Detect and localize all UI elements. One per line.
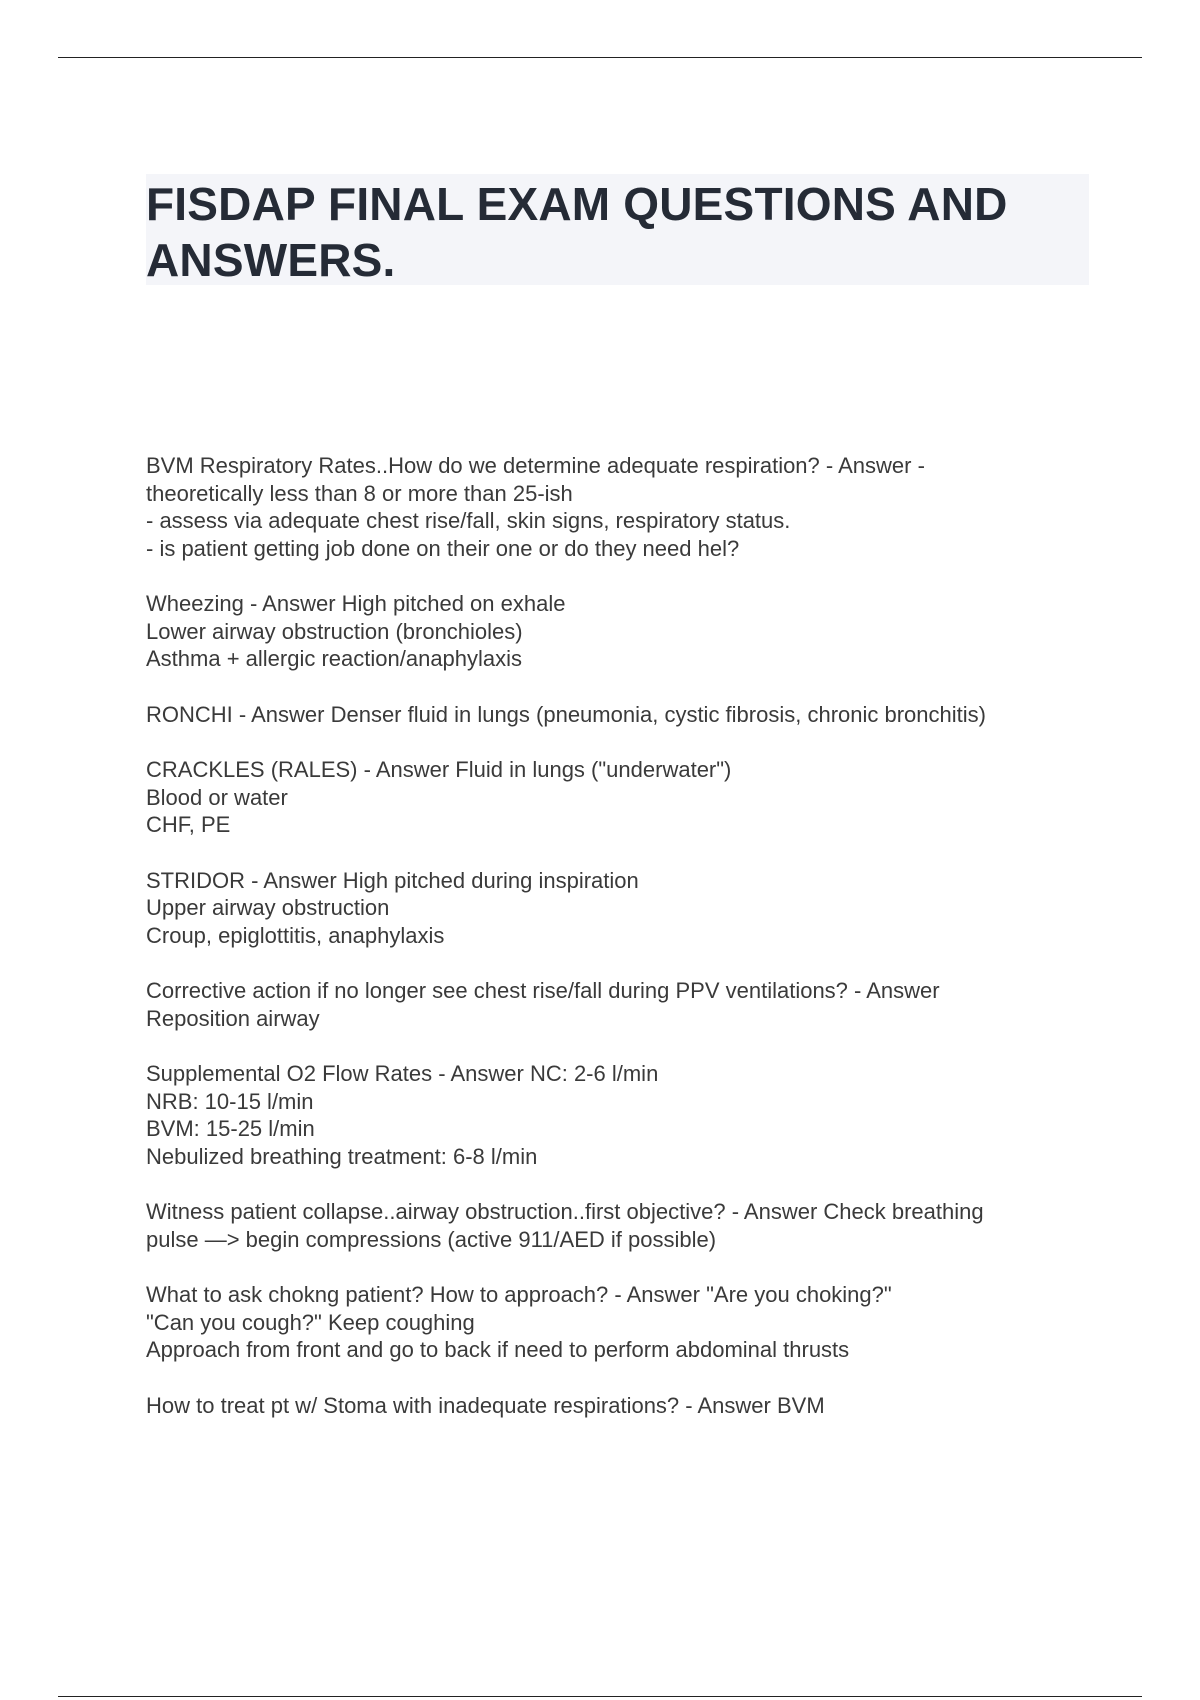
qa-line: Reposition airway xyxy=(146,1005,320,1031)
qa-line: Wheezing - Answer High pitched on exhale xyxy=(146,591,566,616)
qa-line: Approach from front and go to back if need to perform abdominal thrusts xyxy=(146,1337,850,1362)
qa-line: - is patient getting job done on their one or do they need hel? xyxy=(146,535,740,561)
qa-line: "Can you cough?" Keep coughing xyxy=(146,1309,475,1335)
title-banner xyxy=(146,174,1089,285)
qa-list xyxy=(146,452,1106,1447)
qa-line: pulse —> begin compressions (active 911/AED if possible) xyxy=(146,1226,717,1252)
qa-item xyxy=(146,977,1106,1032)
qa-line: RONCHI - Answer Denser fluid in lungs (pneumonia, cystic fibrosis, chronic bronchitis) xyxy=(146,701,986,727)
qa-line: How to treat pt w/ Stoma with inadequate respirations? - Answer BVM xyxy=(146,1392,825,1418)
qa-item xyxy=(146,867,1106,950)
qa-item xyxy=(146,701,1106,729)
qa-item xyxy=(146,756,1106,839)
qa-line: Supplemental O2 Flow Rates - Answer NC: 2-6 l/min xyxy=(146,1061,659,1086)
qa-item xyxy=(146,590,1106,673)
qa-line: Lower airway obstruction (bronchioles) xyxy=(146,618,523,644)
qa-line: CRACKLES (RALES) - Answer Fluid in lungs ("underwater") xyxy=(146,757,732,782)
qa-item xyxy=(146,1392,1106,1420)
qa-line: NRB: 10-15 l/min xyxy=(146,1088,314,1114)
qa-line: Nebulized breathing treatment: 6-8 l/min xyxy=(146,1143,538,1169)
document-title: FISDAP FINAL EXAM QUESTIONS AND ANSWERS. xyxy=(146,178,1008,286)
top-rule xyxy=(58,57,1142,58)
qa-item xyxy=(146,1281,1106,1364)
qa-line: theoretically less than 8 or more than 25-ish xyxy=(146,480,573,506)
qa-line: BVM: 15-25 l/min xyxy=(146,1116,315,1141)
qa-line: Witness patient collapse..airway obstruction..first objective? - Answer Check breathing xyxy=(146,1199,984,1224)
qa-line: - assess via adequate chest rise/fall, skin signs, respiratory status. xyxy=(146,508,791,533)
qa-line: Blood or water xyxy=(146,784,288,810)
qa-item xyxy=(146,1060,1106,1170)
qa-line: Croup, epiglottitis, anaphylaxis xyxy=(146,922,445,948)
qa-item xyxy=(146,452,1106,562)
qa-line: CHF, PE xyxy=(146,812,231,837)
qa-item xyxy=(146,1198,1106,1253)
qa-line: Corrective action if no longer see chest rise/fall during PPV ventilations? - Answer xyxy=(146,978,940,1003)
bottom-rule xyxy=(58,1696,1142,1697)
qa-line: Upper airway obstruction xyxy=(146,895,390,920)
qa-line: BVM Respiratory Rates..How do we determine adequate respiration? - Answer - xyxy=(146,453,925,478)
qa-line: What to ask chokng patient? How to approach? - Answer "Are you choking?" xyxy=(146,1282,892,1307)
qa-line: STRIDOR - Answer High pitched during inspiration xyxy=(146,867,639,893)
qa-line: Asthma + allergic reaction/anaphylaxis xyxy=(146,646,523,671)
